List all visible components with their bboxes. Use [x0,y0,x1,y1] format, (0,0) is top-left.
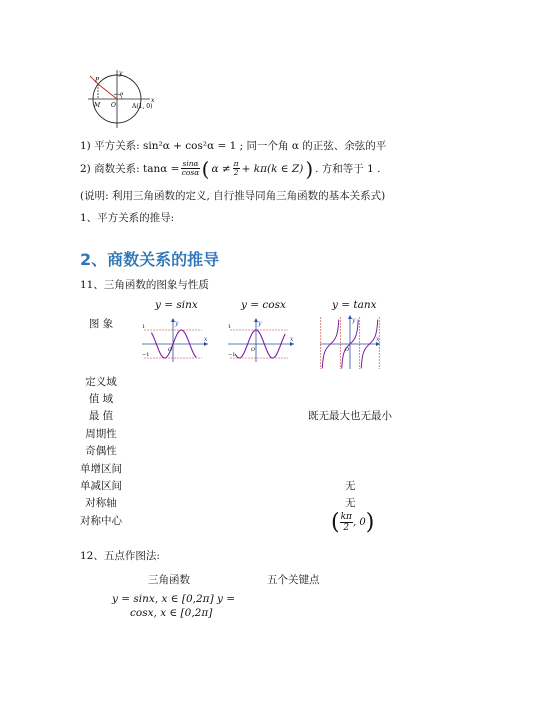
row-label-graph: 图 象 [88,318,114,330]
unit-circle-figure [82,66,162,130]
five-point-formula-1: y = sinx, x ∈ [0,2π] y = [112,593,236,605]
cos-x-label: x [290,336,294,343]
col-header-cos: y = cosx [241,299,286,311]
square-derivation-line: 1、平方关系的推导: [80,212,175,224]
section-heading: 2、商数关系的推导 [80,250,220,269]
sin-neg-one-label: −1 [142,352,150,358]
row-label-period: 周期性 [85,428,117,440]
terminal-side-line [98,84,117,99]
row-label-axis: 对称轴 [85,497,117,509]
cos-neg-one-label: −1 [228,352,236,358]
tan-decreasing-value: 无 [345,480,356,492]
five-point-col-keypoints: 五个关键点 [267,574,320,586]
row-label-parity: 奇偶性 [85,445,117,457]
sin-one-label: 1 [142,324,146,330]
circle-x-label: x [151,97,155,104]
sin-graph [140,316,212,366]
center-num: kπ [340,512,352,522]
row-label-decreasing: 单减区间 [80,480,122,492]
circle-o-label: O [111,102,116,109]
quotient-suffix: . 方和等于 1 . [315,162,381,175]
quotient-fraction [181,160,199,177]
tan-graph [318,313,384,371]
circle-a-label: A(1, 0) [132,103,153,110]
quotient-num: sinα [182,159,199,168]
square-relation-line: 1) 平方关系: sin²α + cos²α = 1 ; 同一个角 α 的正弦、余弦的平 [80,140,387,152]
sin-o-label: O [168,347,173,353]
tan-o-label: O [345,347,350,353]
row-label-extreme: 最 值 [88,410,114,422]
cond-den: 2 [233,168,239,177]
tan-axis-value: 无 [345,497,356,509]
cos-one-label: 1 [228,324,232,330]
cos-y-label: y [258,320,262,327]
cond-suffix: + kπ(k ∈ Z) [241,162,304,175]
item-12-title: 12、五点作图法: [80,550,160,562]
col-header-tan: y = tanx [332,299,377,311]
row-label-range: 值 域 [88,393,114,405]
tan-x-label: x [376,336,380,343]
center-suffix: , 0 [352,516,366,528]
circle-y-label: y [119,70,123,77]
tan-y-label: y [352,317,356,324]
cond-fraction [233,160,240,177]
quotient-prefix: 2) 商数关系: tanα = [80,162,180,175]
tan-extreme-value: 既无最大也无最小 [308,410,392,422]
tan-center-value [331,509,375,535]
center-fraction [340,512,353,533]
center-den: 2 [343,523,350,533]
sin-x-label: x [204,336,208,343]
cond-prefix: α ≠ [211,162,231,175]
five-point-formula-2: cosx, x ∈ [0,2π] [130,607,213,619]
row-label-center: 对称中心 [80,515,122,527]
col-header-sin: y = sinx [155,299,198,311]
open-paren: ( [201,156,210,181]
quotient-den: cosα [181,168,200,177]
center-close-paren: ) [365,509,375,535]
close-paren: ) [305,156,314,181]
five-point-col-functions: 三角函数 [148,574,190,586]
center-open-paren: ( [331,509,340,535]
circle-m-label: M [94,102,101,109]
item-11-title: 11、三角函数的图象与性质 [80,279,209,291]
sin-y-label: y [175,320,179,327]
note-line: (说明: 利用三角函数的定义, 自行推导同角三角函数的基本关系式) [80,190,386,202]
cos-o-label: O [251,347,256,353]
row-label-domain: 定义域 [85,376,117,388]
cond-num: π [233,159,239,168]
quotient-relation-line [80,156,381,181]
circle-alpha-label: α [120,91,124,97]
cos-graph [226,316,298,366]
row-label-increasing: 单增区间 [80,463,122,475]
circle-p-label: P [95,77,100,84]
